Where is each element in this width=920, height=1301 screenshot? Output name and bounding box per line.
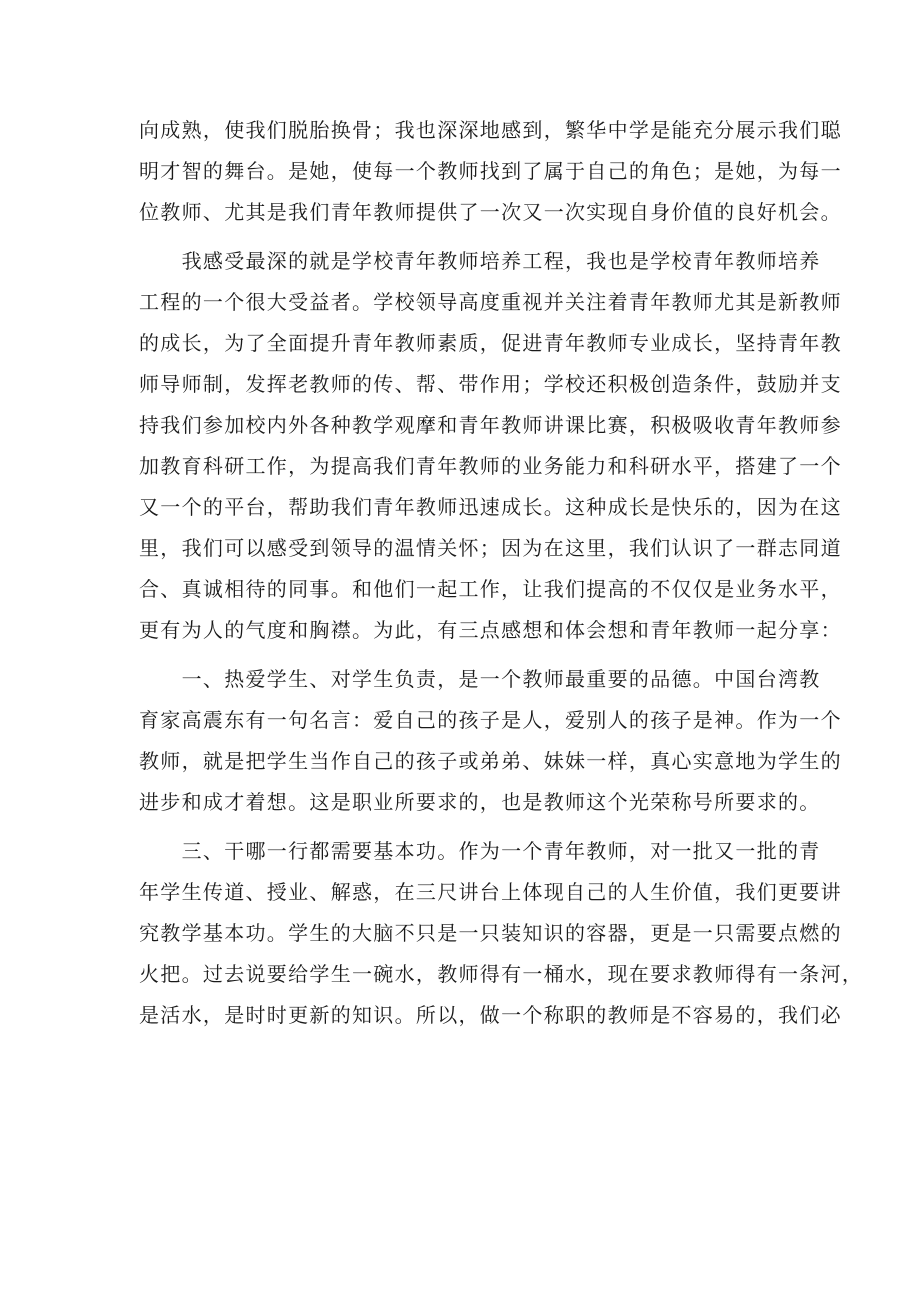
paragraph	[139, 659, 842, 823]
text-line: 持我们参加校内外各种教学观摩和青年教师讲课比赛，积极吸收青年教师参	[139, 413, 842, 437]
text-line: 加教育科研工作，为提高我们青年教师的业务能力和科研水平，搭建了一个	[139, 454, 842, 478]
text-line: 是活水，是时时更新的知识。所以，做一个称职的教师是不容易的，我们必	[139, 1003, 842, 1027]
text-line: 更有为人的气度和胸襟。为此，有三点感想和体会想和青年教师一起分享：	[139, 618, 842, 642]
text-line: 一、热爱学生、对学生负责，是一个教师最重要的品德。中国台湾教	[139, 667, 821, 691]
text-line: 位教师、尤其是我们青年教师提供了一次又一次实现自身价值的良好机会。	[139, 200, 842, 224]
text-line: 教师，就是把学生当作自己的孩子或弟弟、妹妹一样，真心实意地为学生的	[139, 749, 842, 773]
text-line: 里，我们可以感受到领导的温情关怀；因为在这里，我们认识了一群志同道	[139, 536, 842, 560]
text-line: 师导师制，发挥老教师的传、帮、带作用；学校还积极创造条件，鼓励并支	[139, 372, 842, 396]
text-line: 进步和成才着想。这是职业所要求的，也是教师这个光荣称号所要求的。	[139, 790, 821, 814]
text-line: 向成熟，使我们脱胎换骨；我也深深地感到，繁华中学是能充分展示我们聪	[139, 118, 842, 142]
text-line: 育家高震东有一句名言：爱自己的孩子是人，爱别人的孩子是神。作为一个	[139, 708, 842, 732]
text-line: 合、真诚相待的同事。和他们一起工作，让我们提高的不仅仅是业务水平，	[139, 577, 842, 601]
text-line: 火把。过去说要给学生一碗水，教师得有一桶水，现在要求教师得有一条河，	[139, 962, 864, 986]
text-line: 明才智的舞台。是她，使每一个教师找到了属于自己的角色；是她，为每一	[139, 159, 842, 183]
text-line: 工程的一个很大受益者。学校领导高度重视并关注着青年教师尤其是新教师	[139, 290, 842, 314]
paragraph	[139, 110, 842, 233]
paragraph	[139, 241, 842, 651]
paragraph-gap	[139, 823, 799, 831]
text-line: 又一个的平台，帮助我们青年教师迅速成长。这种成长是快乐的，因为在这	[139, 495, 842, 519]
document-body	[139, 110, 864, 1036]
text-line: 三、干哪一行都需要基本功。作为一个青年教师，对一批又一批的青	[139, 839, 821, 863]
text-line: 究教学基本功。学生的大脑不只是一只装知识的容器，更是一只需要点燃的	[139, 921, 842, 945]
text-line: 的成长，为了全面提升青年教师素质，促进青年教师专业成长，坚持青年教	[139, 331, 842, 355]
text-line: 我感受最深的就是学校青年教师培养工程，我也是学校青年教师培养	[139, 249, 821, 273]
paragraph-gap	[139, 233, 799, 241]
paragraph	[139, 831, 864, 1036]
paragraph-gap	[139, 651, 799, 659]
text-line: 年学生传道、授业、解惑，在三尺讲台上体现自己的人生价值，我们更要讲	[139, 880, 842, 904]
